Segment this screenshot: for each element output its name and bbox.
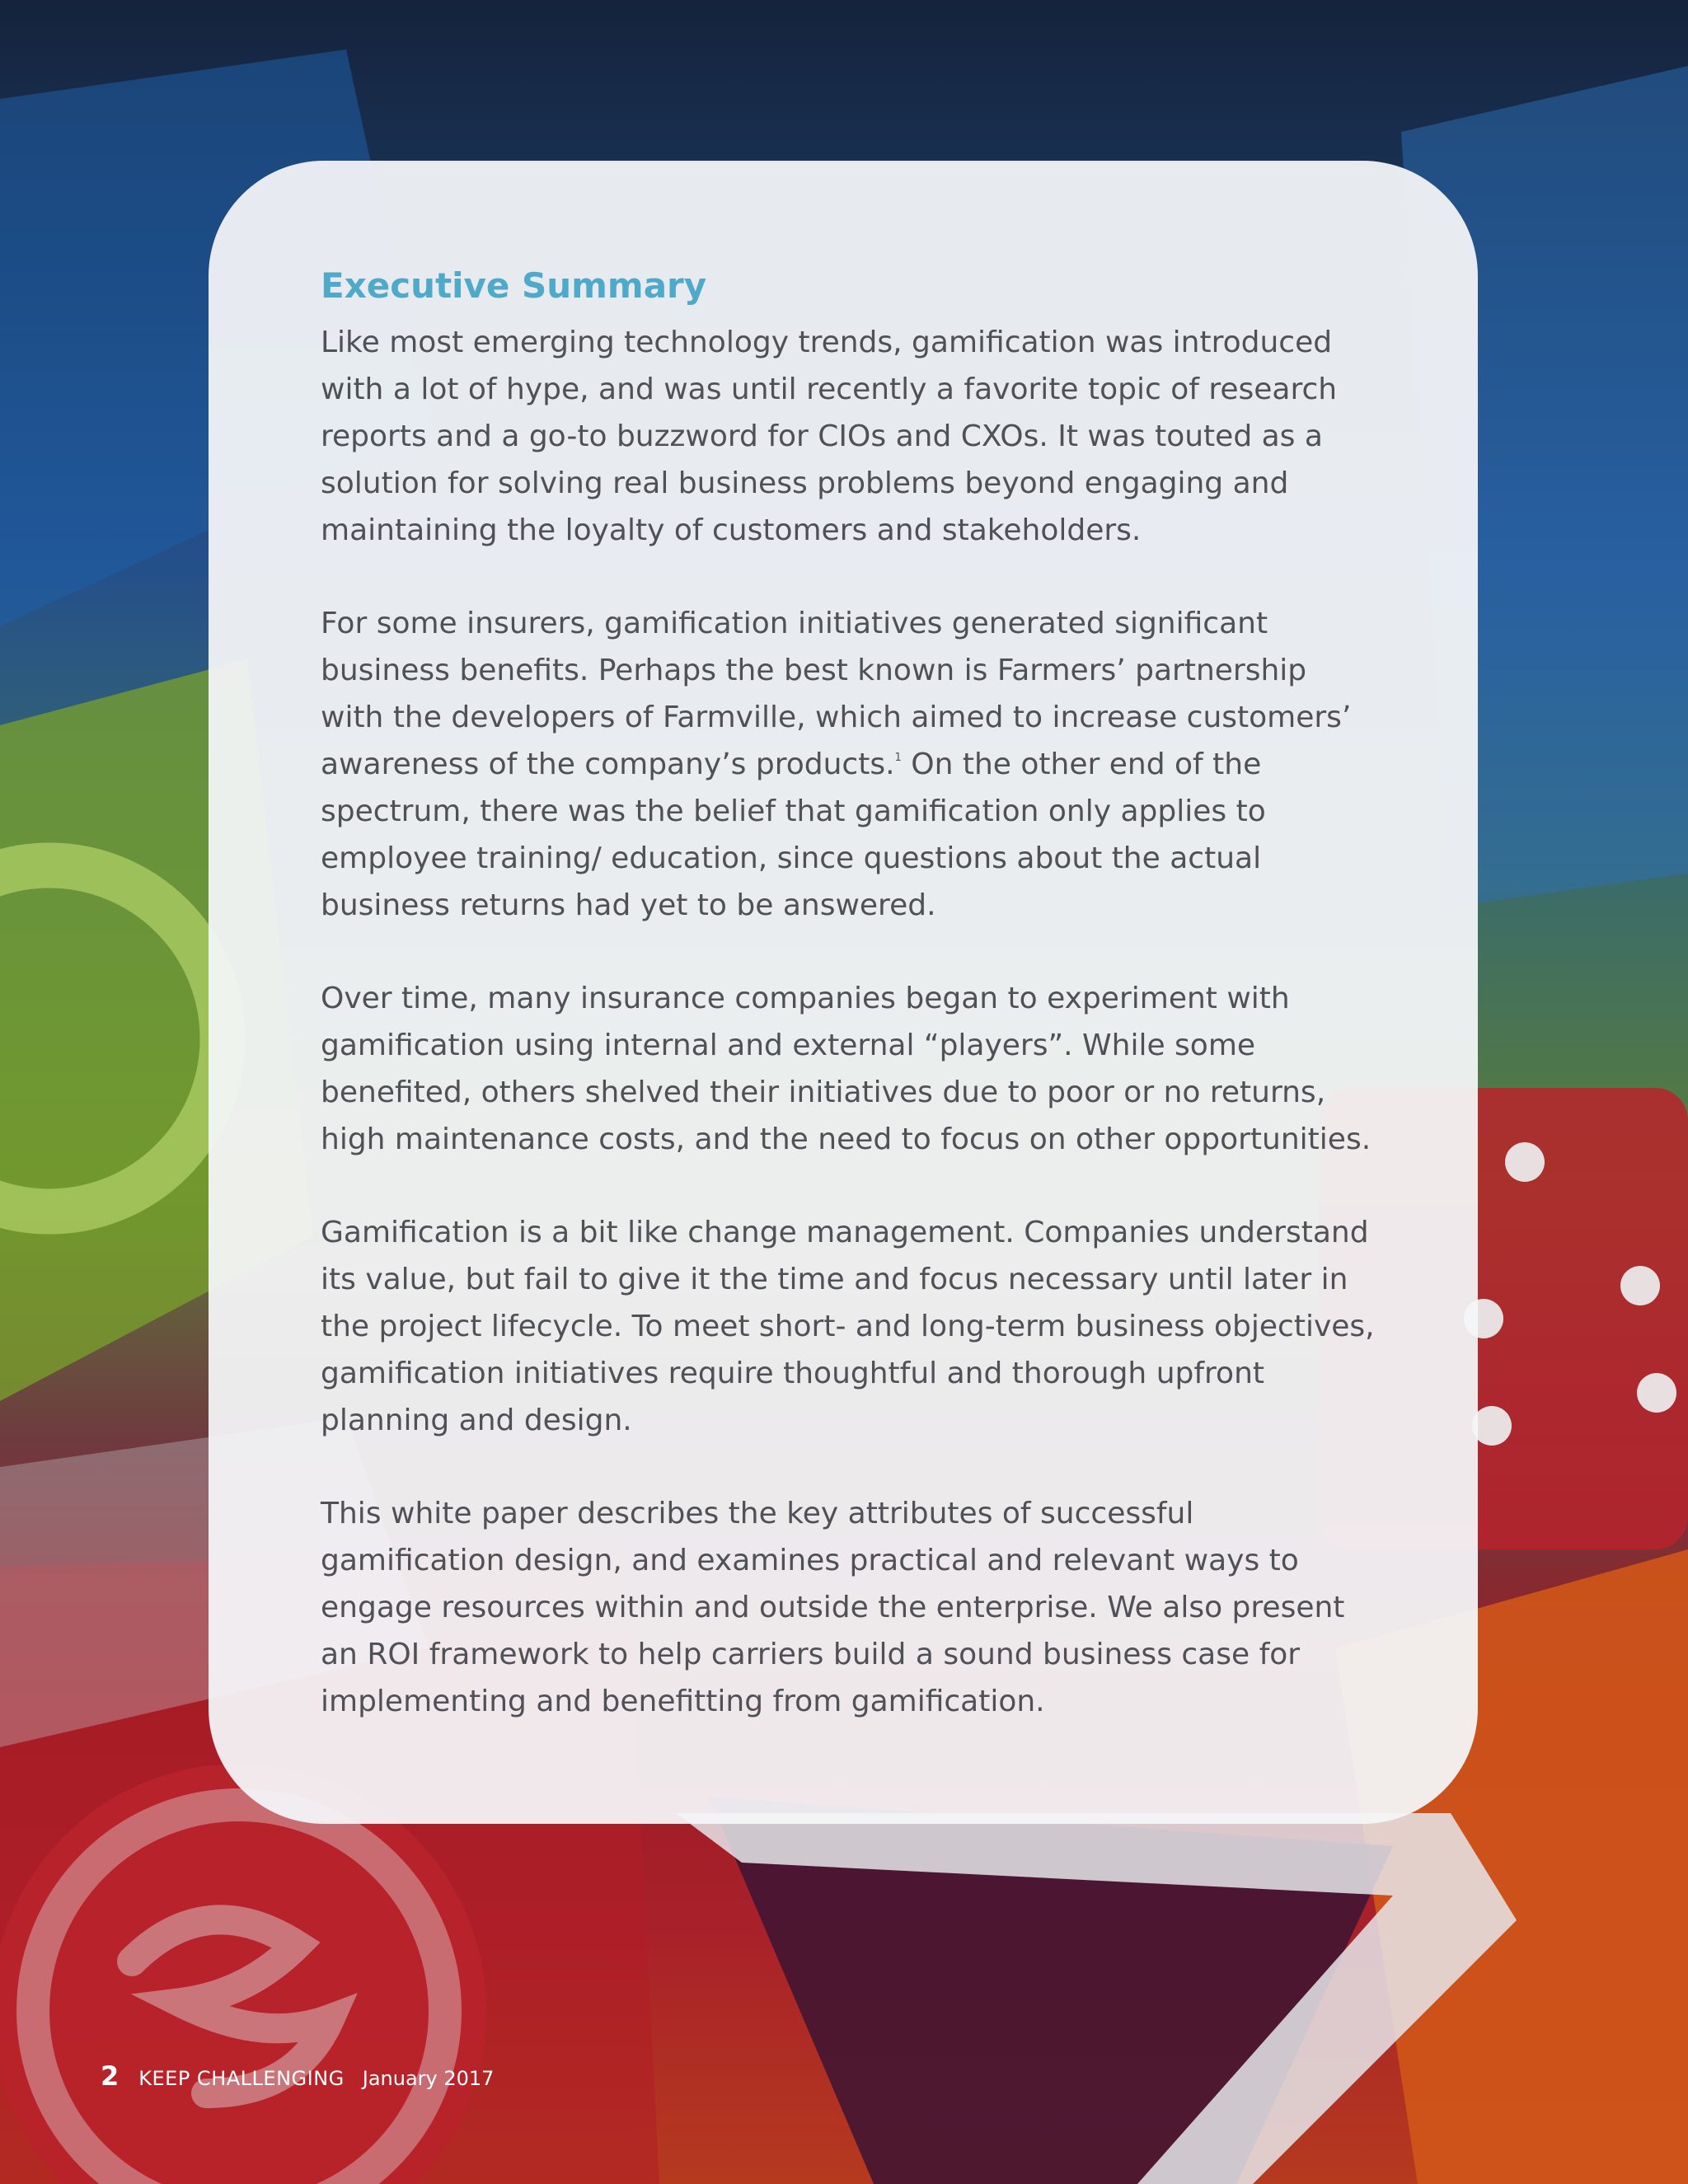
paragraph-4: Gamification is a bit like change management. Companies understand its value, but fail to give it the time and focus necessary until later in the project lifecycle. To meet short- and long-term business objectives, gamification initiatives require thoughtful and thorough upfront planning and design. (321, 1216, 1375, 1437)
page-footer (101, 2060, 494, 2102)
die-pip (1505, 1142, 1545, 1182)
paragraph-1: Like most emerging technology trends, gamification was introduced with a lot of hype, and was until recently a favorite topic of research reports and a go-to buzzword for CIOs and CXOs. It was touted as a solution for solving real business problems beyond engaging and maintaining the loyalty of customers and stakeholders. (321, 326, 1338, 547)
paragraph-3: Over time, many insurance companies began to experiment with gamification using internal and external “players”. While some benefited, others shelved their initiatives due to poor or no returns, high maintenance costs, and the need to focus on other opportunities. (321, 982, 1372, 1156)
page-number: 2 (101, 2060, 120, 2092)
executive-summary-card (209, 161, 1478, 1824)
paragraph-2 (321, 600, 1375, 929)
die-pip (1637, 1373, 1676, 1413)
die-pip (1472, 1406, 1512, 1446)
die-pip (1620, 1266, 1660, 1305)
footnote-ref[interactable]: 1 (894, 752, 902, 764)
section-title: Executive Summary (321, 265, 707, 306)
paragraph-2-after-footnote: On the other end of the spectrum, there was the belief that gamification only applies to employee training/ education, since questions about the actual business returns had yet to be answered. (321, 748, 1266, 922)
paragraph-5: This white paper describes the key attributes of successful gamification design, and examines practical and relevant ways to engage resources within and outside the enterprise. We also present an ROI framework to help carriers build a sound business case for implementing and benefitting from gamification. (321, 1497, 1345, 1718)
paragraph-2-before-footnote: For some insurers, gamification initiatives generated significant business benefits. Perhaps the best known is Farmers’ partnership with the developers of Farmville, which aimed to increase customers’ awareness of the company’s products. (321, 607, 1352, 781)
publication-name: KEEP CHALLENGING (138, 2067, 345, 2090)
publication-date: January 2017 (362, 2067, 495, 2090)
